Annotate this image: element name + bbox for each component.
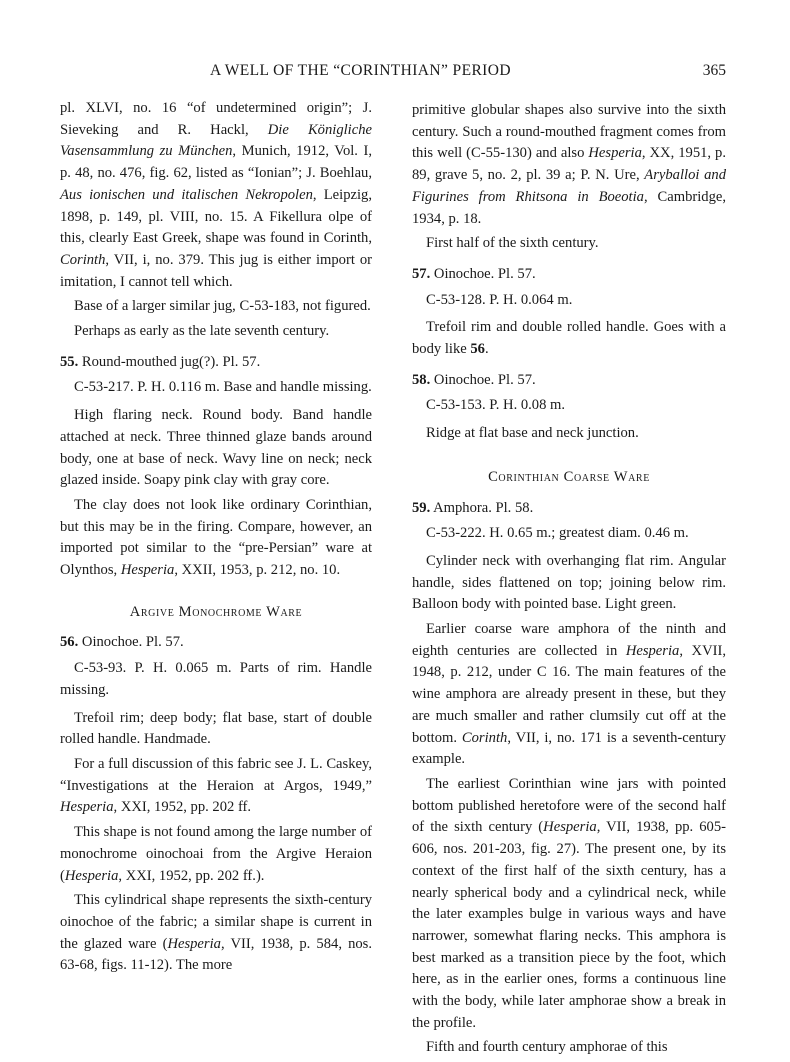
text-run: Hesperia [120, 562, 175, 579]
text-run: , VII, 1938, p. 584, nos. 63-68, figs. 11-12). The more [60, 935, 372, 974]
entry-title: Round-mouthed jug(?). Pl. 57. [78, 353, 261, 370]
left-column [60, 98, 372, 980]
entry-55-description: High flaring neck. Round body. Band handle attached at neck. Three thinned glaze bands around body, one at base of neck. Wavy line on neck; neck glazed inside. Soapy pink clay with gray core. [60, 407, 372, 489]
text-run: pl. XLVI, no. 16 “of undetermined origin”; J. Sieveking and R. Hackl, [60, 100, 372, 138]
text-run: The earliest Corinthian wine jars with pointed bottom published heretofore were of the second half of the sixth century ( [412, 775, 726, 836]
entry-title: Oinochoe. Pl. 57. [430, 265, 536, 282]
running-title: A WELL OF THE “CORINTHIAN” PERIOD [210, 62, 511, 79]
entry-number: 56. [60, 634, 79, 651]
entry-59-wine-jar-note [412, 774, 726, 1034]
text-run: Corinth [461, 729, 508, 746]
section-heading-coarse: Corinthian Coarse Ware [488, 468, 650, 485]
text-run: Hesperia [167, 935, 221, 952]
entry-number: 58. [412, 371, 431, 388]
text-run: . [484, 341, 489, 358]
right-column [412, 100, 726, 1062]
entry-56-shape-note [60, 822, 372, 887]
text-run: Hesperia [64, 867, 119, 884]
entry-title: Oinochoe. Pl. 57. [78, 634, 184, 651]
text-run: primitive globular shapes also survive into the sixth century. Such a round-mouthed fragment comes from this well (C-55-130) and also [412, 102, 726, 162]
entry-55-heading [60, 352, 372, 374]
entry-number: 55. [60, 353, 79, 370]
entry-number: 57. [412, 265, 431, 282]
text-run: , XX, 1951, p. 89, grave 5, no. 2, pl. 39 a; P. N. Ure, [412, 145, 726, 184]
entry-title: Oinochoe. Pl. 57. [430, 371, 536, 388]
text-run: Earlier coarse ware amphora of the ninth and eighth centuries are collected in [412, 621, 726, 659]
entry-56-heading [60, 632, 372, 654]
text-run: , XXII, 1953, p. 212, no. 10. [174, 562, 341, 579]
text-run: The clay does not look like ordinary Corinthian, but this may be in the firing. Compare, however, an imported pot similar to the “pre-Persian” ware at Olynthos, [60, 496, 372, 579]
entry-56-reference [60, 754, 372, 819]
text-run: , VII, i, no. 379. This jug is either import or imitation, I cannot tell which. [60, 251, 372, 290]
text-run: , Cambridge, 1934, p. 18. [412, 188, 726, 227]
paragraph: Base of a larger similar jug, C-53-183, not figured. [74, 298, 371, 315]
text-run: Hesperia [588, 145, 642, 162]
paragraph: Perhaps as early as the late seventh century. [74, 323, 330, 340]
paragraph: Fifth and fourth century amphorae of this [426, 1039, 668, 1056]
text-run: This cylindrical shape represents the sixth-century oinochoe of the fabric; a similar shape is current in the glazed ware ( [60, 892, 372, 952]
text-run: , XVII, 1948, p. 212, under C 16. The main features of the wine amphora are already present in these, but they are much smaller and rather clumsily cut off at the bottom. [412, 642, 726, 746]
text-run: This shape is not found among the large number of monochrome oinochoai from the Argive Heraion ( [60, 824, 372, 884]
text-run: Corinth [60, 251, 106, 268]
entry-56-description: Trefoil rim; deep body; flat base, start of double rolled handle. Handmade. [60, 709, 372, 748]
entry-58-description: Ridge at flat base and neck junction. [426, 425, 639, 442]
entry-59-earlier-note [412, 619, 726, 771]
page-header [0, 62, 790, 86]
text-run: , Leipzig, 1898, p. 149, pl. VIII, no. 15. A Fikellura olpe of this, clearly East Greek, shape was found in Corinth, [60, 186, 372, 247]
continued-paragraph [412, 100, 726, 230]
entry-59-heading [412, 498, 726, 520]
entry-55-note [60, 495, 372, 582]
entry-56-cylindrical-note [60, 890, 372, 977]
text-run: Hesperia [60, 799, 114, 816]
text-run: , XXI, 1952, pp. 202 ff.). [118, 867, 265, 884]
entry-57-meta: C-53-128. P. H. 0.064 m. [426, 291, 573, 308]
entry-58-heading [412, 370, 726, 392]
entry-59-description: Cylinder neck with overhanging flat rim. Angular handle, sides flattened on top; joining below rim. Balloon body with pointed base. Light green. [412, 552, 726, 613]
text-run: Trefoil rim and double rolled handle. Goes with a body like [412, 319, 726, 358]
page-number: 365 [702, 62, 726, 79]
text-run: , XXI, 1952, pp. 202 ff. [113, 799, 252, 816]
paragraph: First half of the sixth century. [426, 235, 599, 252]
entry-number: 59. [412, 499, 431, 516]
text-run: 56 [470, 341, 485, 358]
text-run: Aryballoi and Figurines from Rhitsona in Boeotia [412, 167, 726, 205]
text-run: , VII, i, no. 171 is a seventh-century example. [412, 729, 727, 768]
text-run: Hesperia [625, 642, 680, 659]
text-run: For a full discussion of this fabric see J. L. Caskey, “Investigations at the Heraion at Argos, 1949,” [60, 755, 372, 794]
entry-59-meta: C-53-222. H. 0.65 m.; greatest diam. 0.46 m. [426, 525, 689, 542]
entry-58-meta: C-53-153. P. H. 0.08 m. [426, 397, 566, 414]
continued-paragraph [60, 98, 372, 293]
text-run: Die Königliche Vasensammlung zu München [60, 121, 372, 160]
text-run: Hesperia [543, 819, 597, 836]
entry-57-heading [412, 264, 726, 286]
text-run: Aus ionischen und italischen Nekropolen [60, 186, 313, 203]
entry-56-meta: C-53-93. P. H. 0.065 m. Parts of rim. Handle missing. [60, 660, 372, 698]
entry-57-description [412, 317, 726, 360]
text-run: , Munich, 1912, Vol. I, p. 48, no. 476, fig. 62, listed as “Ionian”; J. Boehlau, [60, 143, 372, 182]
entry-title: Amphora. Pl. 58. [430, 499, 534, 516]
section-heading-argive: Argive Monochrome Ware [129, 603, 303, 620]
text-run: , VII, 1938, pp. 605-606, nos. 201-203, fig. 27). The present one, by its context of the first half of the sixth century, has a nearly spherical body and a cylindrical neck, while the later examples bulge in various ways and have narrower, somewhat flaring necks. This amphora is best marked as a transition piece by the foot, which here, as in the earlier ones, forms a continuous line with the body, while later amphorae show a break in the profile. [412, 819, 726, 1031]
entry-55-meta: C-53-217. P. H. 0.116 m. Base and handle missing. [74, 379, 372, 396]
